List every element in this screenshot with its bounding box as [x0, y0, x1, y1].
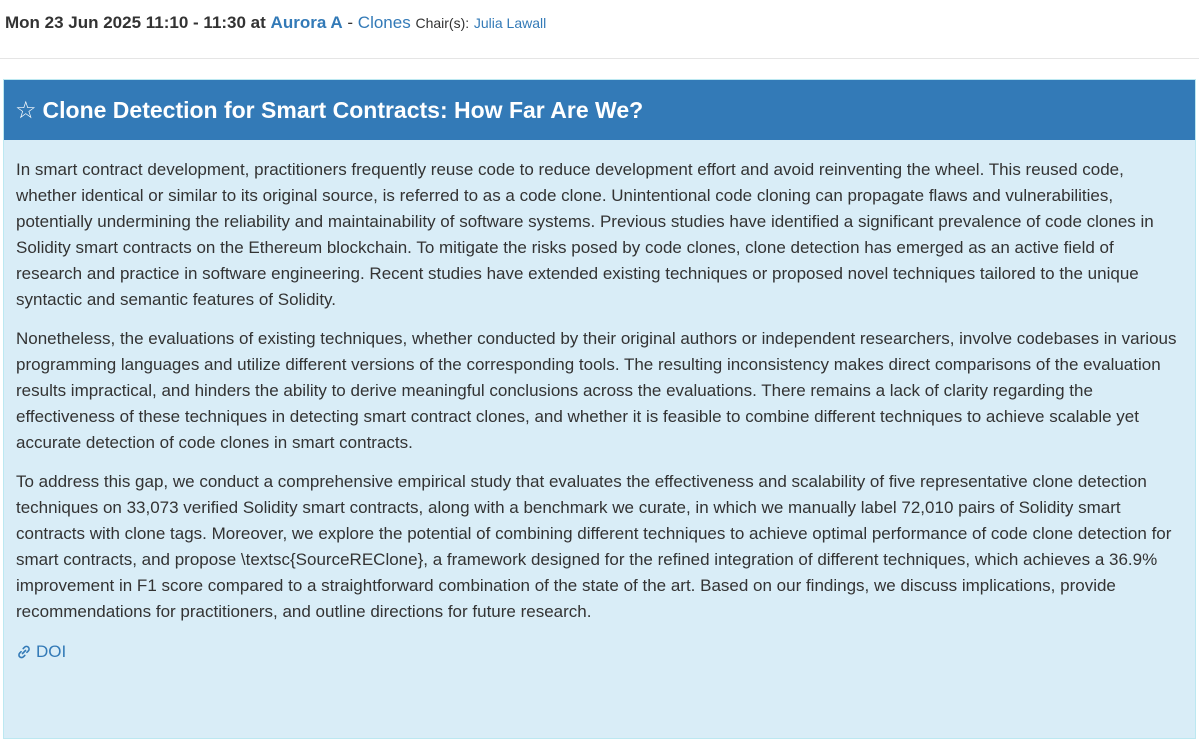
paper-title: Clone Detection for Smart Contracts: How Far Are We?	[42, 96, 644, 123]
abstract-paragraph: Nonetheless, the evaluations of existing techniques, whether conducted by their original authors or independent researchers, involve codebases in various programming languages and utilize different versions of the corresponding tools. The resulting inconsistency makes direct comparisons of the evaluation results impractical, and hinders the ability to derive meaningful conclusions across the evaluations. There remains a lack of clarity regarding the effectiveness of these techniques in detecting smart contract clones, and whether it is feasible to combine different techniques to achieve scalable yet accurate detection of code clones in smart contracts.	[16, 329, 1177, 452]
header-divider	[0, 58, 1199, 59]
track-link[interactable]: Clones	[357, 13, 411, 32]
session-time: Mon 23 Jun 2025 11:10 - 11:30 at	[5, 13, 266, 32]
abstract-paragraph: In smart contract development, practitioners frequently reuse code to reduce development effort and avoid reinventing the wheel. This reused code, whether identical or similar to its original source, is referred to as a code clone. Unintentional code cloning can propagate flaws and vulnerabilities, potentially undermining the reliability and maintainability of software systems. Previous studies have identified a significant prevalence of code clones in Solidity smart contracts on the Ethereum blockchain. To mitigate the risks posed by code clones, clone detection has emerged as an active field of research and practice in software engineering. Recent studies have extended existing techniques or proposed novel techniques tailored to the unique syntactic and semantic features of Solidity.	[16, 160, 1154, 309]
paper-title-bar	[4, 80, 1195, 140]
star-outline-icon[interactable]: ☆	[15, 96, 37, 124]
abstract-paragraph: To address this gap, we conduct a comprehensive empirical study that evaluates the effectiveness and scalability of five representative clone detection techniques on 33,073 verified Solidity smart contracts, along with a benchmark we curate, in which we manually label 72,010 pairs of Solidity smart contracts with clone tags. Moreover, we explore the potential of combining different techniques to achieve optimal performance of code clone detection for smart contracts, and propose \textsc{SourceREClone}, a framework designed for the refined integration of different techniques, which achieves a 36.9% improvement in F1 score compared to a straightforward combination of the state of the art. Based on our findings, we discuss implications, provide recommendations for practitioners, and outline directions for future research.	[16, 472, 1172, 621]
chair-name-link[interactable]: Julia Lawall	[473, 15, 547, 31]
session-header	[0, 0, 1199, 50]
doi-label: DOI	[36, 642, 67, 661]
doi-link[interactable]	[16, 642, 66, 662]
room-link[interactable]: Aurora A	[270, 13, 343, 32]
paper-panel	[3, 79, 1196, 739]
link-icon	[16, 644, 32, 660]
paper-abstract	[4, 140, 1195, 625]
separator: -	[347, 13, 354, 32]
chair-label: Chair(s):	[415, 15, 470, 31]
